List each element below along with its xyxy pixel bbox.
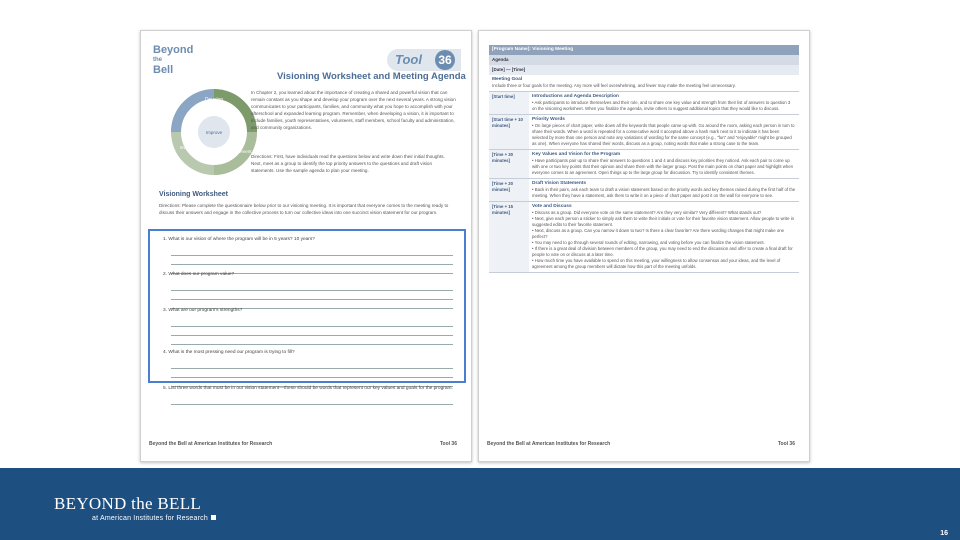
agenda-page <box>478 30 810 462</box>
agenda-row <box>489 179 799 202</box>
questions-highlight-box <box>148 229 466 383</box>
agenda-bullet: • Ask participants to introduce themselves and their role, and to share one key value and strength from their list of answers to question 3 on the visioning worksheet. When you finalize the agenda, invite others to suggest additional topics that they would like to discuss. <box>532 100 796 112</box>
agenda-time: [Start time + 10 minutes] <box>489 115 529 149</box>
agenda-time: [Start time] <box>489 92 529 114</box>
square-icon <box>211 515 216 520</box>
agenda-bullet: • Next, discuss as a group. Can you narrow it down to two? Is there a clear favorite? Are there wording changes that might make one perfect? <box>532 228 796 240</box>
cycle-label: Evaluate <box>180 145 198 150</box>
tool-badge <box>387 49 461 71</box>
footer-band <box>0 468 960 540</box>
tool-label: Tool <box>395 52 422 67</box>
agenda-subheader: Agenda <box>489 55 799 65</box>
page-footer-left: Beyond the Bell at American Institutes for Research <box>149 441 273 447</box>
agenda-bullet: • You may need to go through several rounds of editing, narrowing, and voting before you can finalize the vision statement. <box>532 240 796 246</box>
agenda-header: [Program Name]: Visioning Meeting <box>489 45 799 55</box>
agenda-item-title: Draft Vision Statements <box>532 181 587 186</box>
tool-number: 36 <box>435 50 455 70</box>
question-item: 5. List three words that must be in our vision statement—these should be words that represent our key values and goals for the program. <box>163 385 453 405</box>
agenda-time: [Time + 20 minutes] <box>489 179 529 201</box>
brand-tagline: at American Institutes for Research <box>92 515 216 522</box>
agenda-bullet: • Next, give each person a sticker to simply ask them to write their initials or vote for their favorite vision statement. Allow people to write in suggested edits to their favorite statement. <box>532 216 796 228</box>
agenda-row <box>489 150 799 179</box>
brand-wordmark: BEYOND the BELL <box>54 494 202 513</box>
agenda-bullet: • If there is a great deal of division between members of the group, you may need to end the discussion and offer to create a final draft for people to vote on or discuss at a later time. <box>532 246 796 258</box>
page-footer-right: Tool 36 <box>777 441 795 447</box>
cycle-label: Improve <box>205 130 223 135</box>
intro-text: In Chapter 2, you learned about the importance of creating a shared and powerful vision that can remain constant as you shape and develop your program over the next several years. A strong vision communicates to your participants, families, and community what you hope to accomplish with your afterschool and expanded learning program. Remember, when developing a vision, it is important to include families, youth representatives, volunteers, staff members, school faculty and administration, and community organizations. <box>251 90 456 130</box>
agenda-bullet: • Discuss as a group. Did everyone vote on the same statement? Are they very similar? Very different? What stands out? <box>532 210 796 216</box>
agenda-table <box>489 45 799 273</box>
intro-directions: Directions: First, have individuals read the questions below and write down their initial thoughts. Next, meet as a group to identify the top priority answers to the questions and draft vision statements. Use the sample agenda to plan your meeting. <box>251 154 445 173</box>
page-title: Visioning Worksheet and Meeting Agenda <box>277 71 466 82</box>
question-item: 3. What are our program's strengths? <box>163 307 453 345</box>
meeting-goal: Meeting Goal Include three or four goals for the meeting. Any more will feel overwhelming, and fewer may make the meeting feel unnecessary. <box>489 75 799 92</box>
agenda-bullet: • How much time you have available to spend on this meeting, your willingness to allow consensus and your ideas, and the level of agreement among the group members will dictate how this part of the meeting unfolds. <box>532 258 796 270</box>
agenda-bullet: • Back in their pairs, ask each team to draft a vision statement based on the priority words and key themes raised during the first half of the meeting. When they have a statement, ask them to write it on a piece of chart paper and post it on the wall for everyone to see. <box>532 187 796 199</box>
agenda-bullet: • On large pieces of chart paper, write down all the keywords that people came up with. Go around the room, asking each person in turn to share their words. When a word is repeated for a consecutive word it accepted above a hash mark next to it to indicate it has been selected by more than one person and note any variations of wording for the same concept (e.g., "fun" and "enjoyable" might be grouped as one). When everyone has shared their words, discuss as a group, noting words that make a strong case to the team. <box>532 123 796 147</box>
beyond-the-bell-logo: Beyond the Bell <box>153 44 194 76</box>
agenda-bullet: • Have participants pair up to share their answers to questions 1 and 4 and discuss key priorities they noticed. Ask each pair to come up with one or two key points that their opinion and share them with the larger group. Post the main points on chart paper and highlight when everyone comes to an agreement. Open things up to the large group for discussion. Try to identify consistent themes. <box>532 158 796 176</box>
agenda-item-title: Vote and Discuss <box>532 204 572 209</box>
page-footer-right: Tool 36 <box>439 441 457 447</box>
question-item: 2. What does our program value? <box>163 271 453 309</box>
agenda-row <box>489 115 799 150</box>
program-cycle-diagram <box>169 87 259 177</box>
agenda-row <box>489 202 799 273</box>
worksheet-directions: Directions: Please complete the questionnaire below prior to our visioning meeting. It is important that everyone comes to the meeting ready to discuss their answers and engage in the collective process to turn our collective ideas into one succinct vision statement for our program. <box>159 203 449 215</box>
cycle-label: Implement <box>230 149 252 154</box>
agenda-time: [Time + 15 minutes] <box>489 202 529 272</box>
agenda-date: [Date] — [Time] <box>489 65 799 75</box>
cycle-label: Develop <box>204 97 224 103</box>
agenda-time: [Time + 30 minutes] <box>489 150 529 178</box>
question-item: 1. What is our vision of where the program will be in 5 years? 10 years? <box>163 236 453 274</box>
worksheet-title: Visioning Worksheet <box>159 191 228 198</box>
agenda-item-title: Priority Words <box>532 117 565 122</box>
slide-number: 16 <box>940 530 948 537</box>
agenda-row <box>489 92 799 115</box>
agenda-item-title: Key Values and Vision for the Program <box>532 152 621 157</box>
agenda-item-title: Introductions and Agenda Description <box>532 94 619 99</box>
question-item: 4. What is the most pressing need our program is trying to fill? <box>163 349 453 387</box>
page-footer-left: Beyond the Bell at American Institutes for Research <box>487 441 611 447</box>
